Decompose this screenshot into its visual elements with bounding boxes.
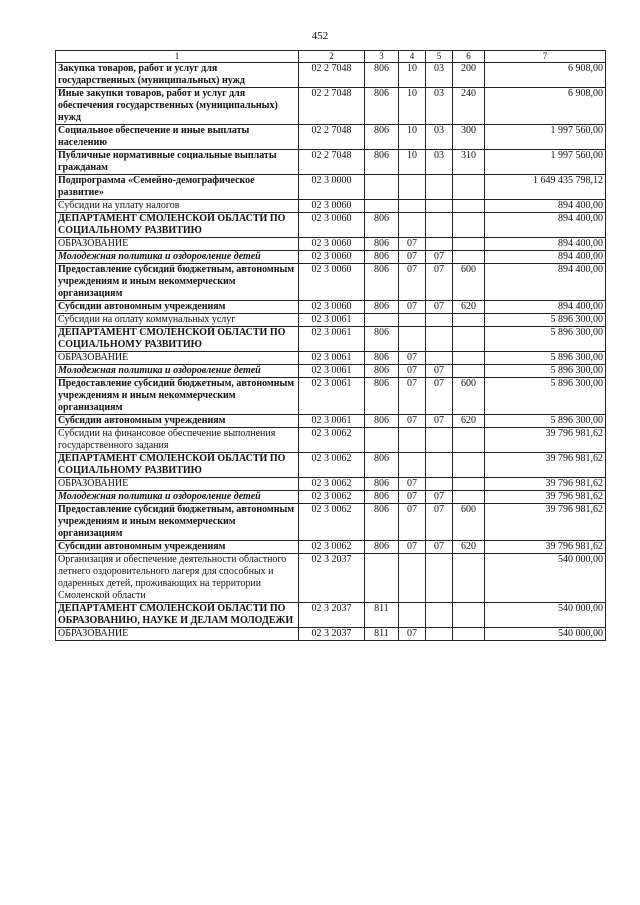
- column-number-6: 6: [453, 51, 485, 63]
- table-row: [56, 125, 606, 150]
- ministry-code: 806: [365, 63, 399, 88]
- section-code: 10: [399, 150, 426, 175]
- expense-type-code: 310: [453, 150, 485, 175]
- amount: 39 796 981,62: [485, 491, 606, 504]
- line-name: Молодежная политика и оздоровление детей: [56, 251, 299, 264]
- line-name: Иные закупки товаров, работ и услуг для обеспечения государственных (муниципальных) нужд: [56, 88, 299, 125]
- section-code: 07: [399, 238, 426, 251]
- line-name: Субсидии на финансовое обеспечение выполнения государственного задания: [56, 428, 299, 453]
- expense-type-code: [453, 491, 485, 504]
- subsection-code: [426, 327, 453, 352]
- ministry-code: 806: [365, 415, 399, 428]
- target-code: 02 3 0060: [299, 213, 365, 238]
- table-row: [56, 264, 606, 301]
- amount: 540 000,00: [485, 554, 606, 603]
- amount: 5 896 300,00: [485, 365, 606, 378]
- table-row: [56, 415, 606, 428]
- expense-type-code: [453, 238, 485, 251]
- section-code: [399, 327, 426, 352]
- ministry-code: 811: [365, 628, 399, 641]
- line-name: Публичные нормативные социальные выплаты гражданам: [56, 150, 299, 175]
- section-code: [399, 213, 426, 238]
- target-code: 02 2 7048: [299, 150, 365, 175]
- table-row: [56, 301, 606, 314]
- subsection-code: 07: [426, 504, 453, 541]
- line-name: ОБРАЗОВАНИЕ: [56, 238, 299, 251]
- amount: 894 400,00: [485, 251, 606, 264]
- table-row: [56, 554, 606, 603]
- section-code: [399, 554, 426, 603]
- line-name: ОБРАЗОВАНИЕ: [56, 628, 299, 641]
- amount: 39 796 981,62: [485, 428, 606, 453]
- target-code: 02 3 0062: [299, 478, 365, 491]
- amount: 5 896 300,00: [485, 378, 606, 415]
- ministry-code: [365, 200, 399, 213]
- line-name: Субсидии на оплату коммунальных услуг: [56, 314, 299, 327]
- column-number-7: 7: [485, 51, 606, 63]
- expense-type-code: 620: [453, 415, 485, 428]
- amount: 5 896 300,00: [485, 415, 606, 428]
- expense-type-code: [453, 200, 485, 213]
- table-row: [56, 491, 606, 504]
- amount: 6 908,00: [485, 63, 606, 88]
- table-row: [56, 200, 606, 213]
- expense-type-code: 240: [453, 88, 485, 125]
- subsection-code: [426, 453, 453, 478]
- table-row: [56, 63, 606, 88]
- subsection-code: 03: [426, 125, 453, 150]
- column-number-1: 1: [56, 51, 299, 63]
- section-code: 07: [399, 365, 426, 378]
- ministry-code: 806: [365, 365, 399, 378]
- expense-type-code: [453, 327, 485, 352]
- table-row: [56, 504, 606, 541]
- line-name: ДЕПАРТАМЕНТ СМОЛЕНСКОЙ ОБЛАСТИ ПО СОЦИАЛЬНОМУ РАЗВИТИЮ: [56, 453, 299, 478]
- target-code: 02 3 0062: [299, 491, 365, 504]
- column-number-3: 3: [365, 51, 399, 63]
- section-code: [399, 428, 426, 453]
- expense-type-code: [453, 628, 485, 641]
- line-name: Молодежная политика и оздоровление детей: [56, 491, 299, 504]
- budget-table: [55, 50, 606, 641]
- target-code: 02 3 0061: [299, 327, 365, 352]
- amount: 39 796 981,62: [485, 504, 606, 541]
- section-code: 10: [399, 63, 426, 88]
- table-row: [56, 541, 606, 554]
- expense-type-code: [453, 554, 485, 603]
- amount: 894 400,00: [485, 200, 606, 213]
- amount: 39 796 981,62: [485, 541, 606, 554]
- amount: 39 796 981,62: [485, 478, 606, 491]
- expense-type-code: [453, 352, 485, 365]
- expense-type-code: [453, 428, 485, 453]
- ministry-code: 806: [365, 478, 399, 491]
- line-name: Предоставление субсидий бюджетным, автономным учреждениям и иным некоммерческим организациям: [56, 264, 299, 301]
- section-code: 07: [399, 264, 426, 301]
- table-row: [56, 628, 606, 641]
- ministry-code: 806: [365, 504, 399, 541]
- amount: 540 000,00: [485, 603, 606, 628]
- table-row: [56, 352, 606, 365]
- table-row: [56, 453, 606, 478]
- line-name: Субсидии автономным учреждениям: [56, 415, 299, 428]
- ministry-code: 806: [365, 301, 399, 314]
- subsection-code: 03: [426, 63, 453, 88]
- table-row: [56, 175, 606, 200]
- line-name: Закупка товаров, работ и услуг для государственных (муниципальных) нужд: [56, 63, 299, 88]
- expense-type-code: 620: [453, 541, 485, 554]
- subsection-code: [426, 352, 453, 365]
- subsection-code: 07: [426, 491, 453, 504]
- table-row: [56, 88, 606, 125]
- subsection-code: 07: [426, 251, 453, 264]
- ministry-code: 806: [365, 453, 399, 478]
- target-code: 02 3 0062: [299, 504, 365, 541]
- amount: 540 000,00: [485, 628, 606, 641]
- target-code: 02 2 7048: [299, 63, 365, 88]
- subsection-code: 03: [426, 150, 453, 175]
- amount: 39 796 981,62: [485, 453, 606, 478]
- subsection-code: 07: [426, 541, 453, 554]
- subsection-code: 07: [426, 415, 453, 428]
- ministry-code: [365, 554, 399, 603]
- expense-type-code: [453, 213, 485, 238]
- table-row: [56, 378, 606, 415]
- column-number-2: 2: [299, 51, 365, 63]
- section-code: 07: [399, 301, 426, 314]
- section-code: 07: [399, 628, 426, 641]
- section-code: 07: [399, 352, 426, 365]
- section-code: [399, 200, 426, 213]
- target-code: 02 3 0060: [299, 200, 365, 213]
- target-code: 02 2 7048: [299, 125, 365, 150]
- section-code: [399, 314, 426, 327]
- ministry-code: 806: [365, 213, 399, 238]
- line-name: ОБРАЗОВАНИЕ: [56, 352, 299, 365]
- line-name: ОБРАЗОВАНИЕ: [56, 478, 299, 491]
- ministry-code: [365, 175, 399, 200]
- subsection-code: 07: [426, 264, 453, 301]
- target-code: 02 3 0061: [299, 378, 365, 415]
- amount: 6 908,00: [485, 88, 606, 125]
- ministry-code: 811: [365, 603, 399, 628]
- expense-type-code: [453, 251, 485, 264]
- line-name: Организация и обеспечение деятельности областного летнего оздоровительного лагеря для способных и одаренных детей, проживающих на территории Смоленской области: [56, 554, 299, 603]
- subsection-code: [426, 554, 453, 603]
- section-code: 07: [399, 491, 426, 504]
- subsection-code: [426, 478, 453, 491]
- expense-type-code: [453, 453, 485, 478]
- amount: 894 400,00: [485, 213, 606, 238]
- expense-type-code: 600: [453, 378, 485, 415]
- subsection-code: [426, 175, 453, 200]
- section-code: [399, 603, 426, 628]
- ministry-code: 806: [365, 238, 399, 251]
- table-row: [56, 428, 606, 453]
- subsection-code: 03: [426, 88, 453, 125]
- ministry-code: [365, 428, 399, 453]
- section-code: 07: [399, 541, 426, 554]
- subsection-code: [426, 200, 453, 213]
- ministry-code: 806: [365, 378, 399, 415]
- line-name: Субсидии на уплату налогов: [56, 200, 299, 213]
- expense-type-code: 200: [453, 63, 485, 88]
- line-name: Субсидии автономным учреждениям: [56, 301, 299, 314]
- line-name: Подпрограмма «Семейно-демографическое развитие»: [56, 175, 299, 200]
- section-code: 10: [399, 125, 426, 150]
- line-name: ДЕПАРТАМЕНТ СМОЛЕНСКОЙ ОБЛАСТИ ПО ОБРАЗОВАНИЮ, НАУКЕ И ДЕЛАМ МОЛОДЕЖИ: [56, 603, 299, 628]
- line-name: ДЕПАРТАМЕНТ СМОЛЕНСКОЙ ОБЛАСТИ ПО СОЦИАЛЬНОМУ РАЗВИТИЮ: [56, 213, 299, 238]
- target-code: 02 3 2037: [299, 554, 365, 603]
- line-name: ДЕПАРТАМЕНТ СМОЛЕНСКОЙ ОБЛАСТИ ПО СОЦИАЛЬНОМУ РАЗВИТИЮ: [56, 327, 299, 352]
- target-code: 02 3 0062: [299, 428, 365, 453]
- ministry-code: 806: [365, 88, 399, 125]
- ministry-code: 806: [365, 251, 399, 264]
- section-code: [399, 175, 426, 200]
- amount: 5 896 300,00: [485, 314, 606, 327]
- target-code: 02 3 0061: [299, 352, 365, 365]
- line-name: Предоставление субсидий бюджетным, автономным учреждениям и иным некоммерческим организациям: [56, 378, 299, 415]
- subsection-code: [426, 238, 453, 251]
- subsection-code: 07: [426, 301, 453, 314]
- section-code: 10: [399, 88, 426, 125]
- amount: 5 896 300,00: [485, 352, 606, 365]
- column-number-row: [56, 51, 606, 63]
- expense-type-code: 600: [453, 504, 485, 541]
- target-code: 02 3 0000: [299, 175, 365, 200]
- expense-type-code: [453, 603, 485, 628]
- ministry-code: 806: [365, 125, 399, 150]
- target-code: 02 3 0060: [299, 301, 365, 314]
- target-code: 02 3 0061: [299, 314, 365, 327]
- subsection-code: [426, 628, 453, 641]
- subsection-code: [426, 213, 453, 238]
- table-row: [56, 213, 606, 238]
- table-row: [56, 150, 606, 175]
- line-name: Социальное обеспечение и иные выплаты населению: [56, 125, 299, 150]
- target-code: 02 3 0061: [299, 365, 365, 378]
- table-row: [56, 251, 606, 264]
- section-code: 07: [399, 504, 426, 541]
- amount: 894 400,00: [485, 301, 606, 314]
- target-code: 02 3 0062: [299, 541, 365, 554]
- target-code: 02 3 0061: [299, 415, 365, 428]
- target-code: 02 3 2037: [299, 628, 365, 641]
- ministry-code: [365, 314, 399, 327]
- subsection-code: [426, 428, 453, 453]
- ministry-code: 806: [365, 352, 399, 365]
- section-code: 07: [399, 251, 426, 264]
- target-code: 02 3 0060: [299, 251, 365, 264]
- expense-type-code: 300: [453, 125, 485, 150]
- table-row: [56, 478, 606, 491]
- target-code: 02 3 0060: [299, 238, 365, 251]
- subsection-code: [426, 603, 453, 628]
- section-code: 07: [399, 415, 426, 428]
- column-number-4: 4: [399, 51, 426, 63]
- target-code: 02 3 0060: [299, 264, 365, 301]
- line-name: Субсидии автономным учреждениям: [56, 541, 299, 554]
- column-number-5: 5: [426, 51, 453, 63]
- expense-type-code: 600: [453, 264, 485, 301]
- amount: 1 997 560,00: [485, 150, 606, 175]
- section-code: [399, 453, 426, 478]
- amount: 1 997 560,00: [485, 125, 606, 150]
- expense-type-code: [453, 365, 485, 378]
- amount: 894 400,00: [485, 238, 606, 251]
- subsection-code: [426, 314, 453, 327]
- table-row: [56, 314, 606, 327]
- amount: 5 896 300,00: [485, 327, 606, 352]
- target-code: 02 3 0062: [299, 453, 365, 478]
- table-row: [56, 327, 606, 352]
- ministry-code: 806: [365, 541, 399, 554]
- expense-type-code: [453, 478, 485, 491]
- section-code: 07: [399, 478, 426, 491]
- expense-type-code: 620: [453, 301, 485, 314]
- target-code: 02 2 7048: [299, 88, 365, 125]
- subsection-code: 07: [426, 365, 453, 378]
- amount: 894 400,00: [485, 264, 606, 301]
- ministry-code: 806: [365, 327, 399, 352]
- ministry-code: 806: [365, 264, 399, 301]
- expense-type-code: [453, 175, 485, 200]
- line-name: Предоставление субсидий бюджетным, автономным учреждениям и иным некоммерческим организациям: [56, 504, 299, 541]
- section-code: 07: [399, 378, 426, 415]
- ministry-code: 806: [365, 491, 399, 504]
- line-name: Молодежная политика и оздоровление детей: [56, 365, 299, 378]
- amount: 1 649 435 798,12: [485, 175, 606, 200]
- table-row: [56, 603, 606, 628]
- table-row: [56, 238, 606, 251]
- ministry-code: 806: [365, 150, 399, 175]
- table-row: [56, 365, 606, 378]
- page-number: 452: [311, 30, 329, 42]
- target-code: 02 3 2037: [299, 603, 365, 628]
- subsection-code: 07: [426, 378, 453, 415]
- expense-type-code: [453, 314, 485, 327]
